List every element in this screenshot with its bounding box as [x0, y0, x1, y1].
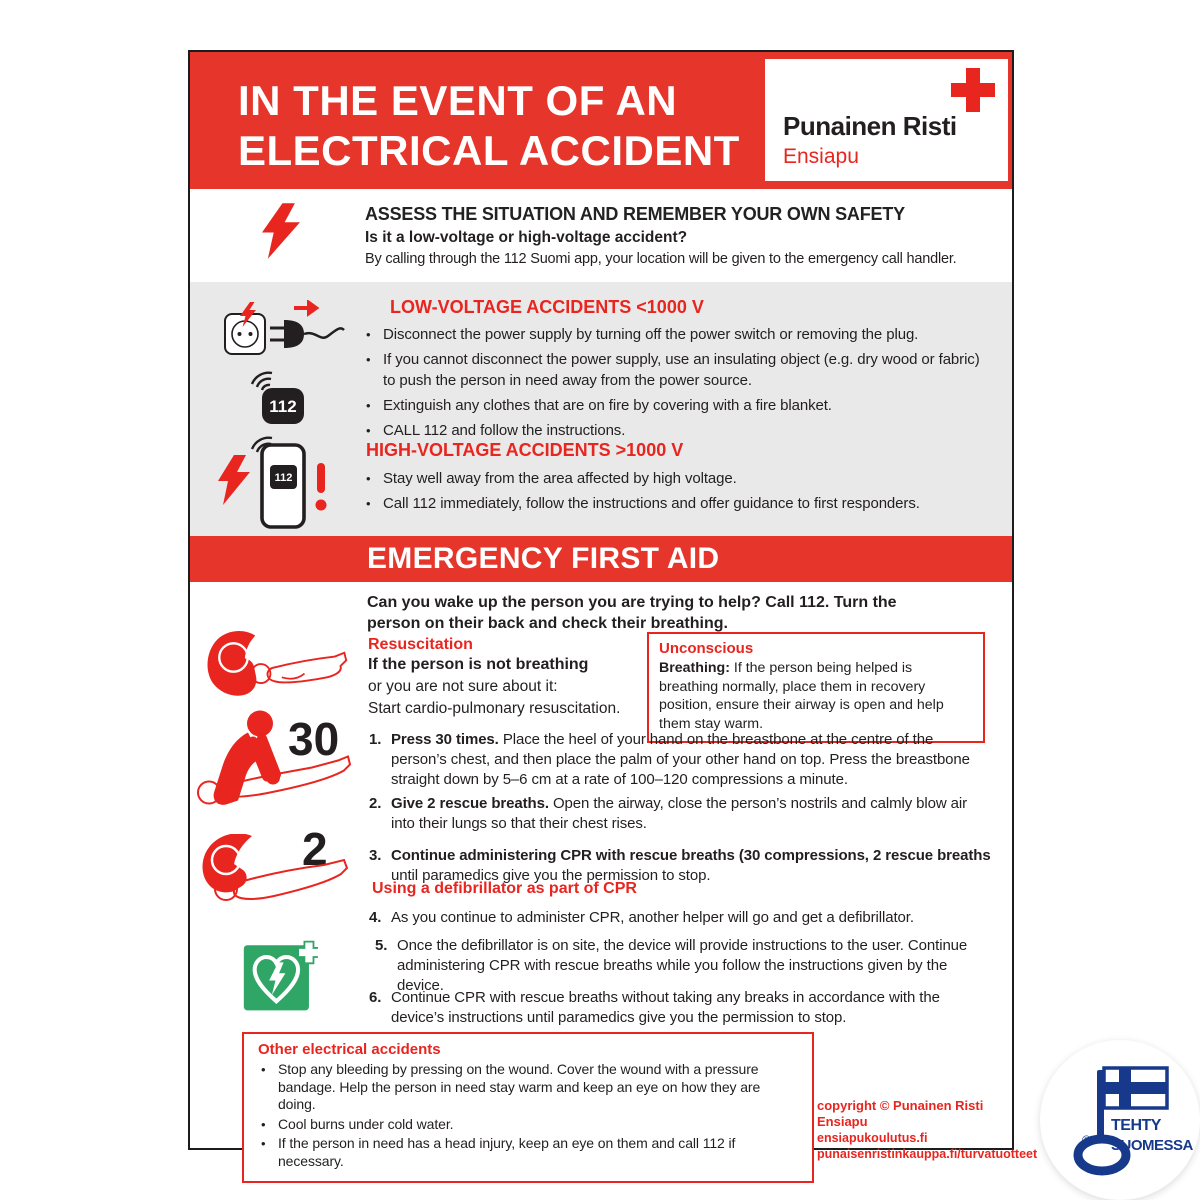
resuscitation-heading: Resuscitation — [368, 636, 473, 653]
copyright-block — [817, 1098, 1038, 1162]
unconscious-label: Breathing: — [659, 660, 730, 676]
high-voltage-heading: HIGH-VOLTAGE ACCIDENTS >1000 V — [366, 440, 684, 460]
cpr-step: 3. Continue administering CPR with rescue breaths (30 compressions, 2 rescue breaths until paramedics give you the permission to stop. — [369, 847, 991, 884]
cpr-step: 6. Continue CPR with rescue breaths without taking any breaks in accordance with the device’s instructions until paramedics give you the permission to stop. — [369, 989, 940, 1026]
low-voltage-heading: LOW-VOLTAGE ACCIDENTS <1000 V — [390, 297, 704, 317]
poster-title-line1: IN THE EVENT OF AN — [238, 77, 678, 124]
cpr-step: 5. Once the defibrillator is on site, the device will provide instructions to the user. Continue administering CPR with rescue breaths while you follow the instructions given by the device. — [375, 937, 968, 994]
assess-heading: ASSESS THE SITUATION AND REMEMBER YOUR OWN SAFETY — [365, 204, 905, 224]
cpr-step: 1. Press 30 times. Place the heel of your hand on the breastbone at the centre of the person’s chest, and then place the palm of your other hand on top. Press the breastbone straight down by 5–6 cm at a rate of 100–120 compressions a minute. — [369, 731, 970, 788]
low-voltage-list — [363, 324, 987, 445]
socket-plug-icon — [222, 300, 346, 358]
assess-body: By calling through the 112 Suomi app, your location will be given to the emergency call handler. — [365, 251, 957, 267]
resuscitation-block — [368, 636, 620, 720]
assess-section — [190, 189, 1012, 282]
logo-org-name: Punainen Risti — [783, 111, 957, 141]
assess-subheading: Is it a low-voltage or high-voltage accident? — [365, 229, 688, 246]
poster-title-line2: ELECTRICAL ACCIDENT — [238, 127, 740, 174]
resuscitation-line2: or you are not sure about it: — [368, 678, 558, 695]
first-aid-banner — [190, 536, 1012, 582]
cpr-compressions-figure-icon — [196, 710, 356, 826]
logo-sub-name: Ensiapu — [783, 145, 859, 168]
compressions-count: 30 — [288, 713, 340, 765]
breaths-count: 2 — [302, 823, 328, 875]
list-item: • If you cannot disconnect the power supply, use an insulating object (e.g. dry wood or fabric) to push the person in need away from the power source. — [363, 349, 987, 391]
resuscitation-line3: Start cardio-pulmonary resuscitation. — [368, 700, 621, 717]
check-breathing-figure-icon — [202, 630, 354, 720]
badge-line2: SUOMESSA — [1111, 1137, 1193, 1154]
cpr-step: 4. As you continue to administer CPR, another helper will go and get a defibrillator. — [369, 909, 914, 926]
copyright-link1: ensiapukoulutus.fi — [817, 1131, 928, 1145]
poster — [188, 50, 1038, 1169]
list-item: • Stay well away from the area affected by high voltage. — [363, 468, 987, 489]
hv-phone-112-label: 112 — [274, 472, 293, 484]
other-accidents-heading: Other electrical accidents — [258, 1041, 441, 1058]
defibrillator-aed-icon — [242, 938, 318, 1014]
first-aid-banner-title: EMERGENCY FIRST AID — [367, 542, 720, 575]
copyright-link2: punaisenristinkauppa.fi/turvatuotteet — [817, 1147, 1038, 1161]
made-in-finland-badge — [1040, 1040, 1200, 1200]
copyright-line: copyright © Punainen Risti Ensiapu — [817, 1098, 984, 1129]
poster-title — [238, 76, 740, 176]
rescue-breaths-figure-icon — [196, 834, 356, 934]
voltage-section — [190, 282, 1012, 536]
list-item: • Disconnect the power supply by turning off the power switch or removing the plug. — [363, 324, 987, 345]
high-voltage-list — [363, 468, 987, 518]
unconscious-text: Breathing: If the person being helped is breathing normally, place them in recovery position, ensure their airway is open and help them stay warm. — [659, 660, 944, 732]
unconscious-heading: Unconscious — [659, 640, 754, 657]
phone-112-label: 112 — [269, 397, 297, 416]
header-banner — [190, 52, 1012, 189]
registered-mark: ® — [1082, 1133, 1091, 1147]
unconscious-box — [647, 632, 985, 743]
list-item: • Extinguish any clothes that are on fire by covering with a fire blanket. — [363, 395, 987, 416]
lightning-bolt-icon — [262, 203, 300, 259]
list-item: • Stop any bleeding by pressing on the wound. Cover the wound with a pressure bandage. Help the person in need stay warm and keep an eye on how they are doing. — [258, 1061, 798, 1114]
other-accidents-box — [242, 1032, 814, 1183]
badge-line1: TEHTY — [1111, 1117, 1161, 1134]
first-aid-intro: Can you wake up the person you are trying to help? Call 112. Turn the person on their back and check their breathing. — [367, 594, 897, 632]
red-cross-icon — [950, 67, 996, 113]
list-item: • If the person in need has a head injury, keep an eye on them and call 112 if necessary. — [258, 1135, 798, 1170]
cpr-step: 2. Give 2 rescue breaths. Open the airway, close the person’s nostrils and calmly blow air into their lungs so that their chest rises. — [369, 795, 968, 832]
list-item: • Cool burns under cold water. — [258, 1116, 798, 1134]
defibrillator-heading: Using a defibrillator as part of CPR — [372, 880, 637, 897]
key-flag-icon — [1040, 1040, 1200, 1200]
redcross-logo — [765, 59, 1008, 181]
list-item: • Call 112 immediately, follow the instructions and offer guidance to first responders. — [363, 493, 987, 514]
hv-phone-112-icon — [216, 435, 336, 533]
resuscitation-line-bold: If the person is not breathing — [368, 656, 589, 673]
list-item: • CALL 112 and follow the instructions. — [363, 420, 987, 441]
phone-112-icon — [246, 368, 308, 426]
